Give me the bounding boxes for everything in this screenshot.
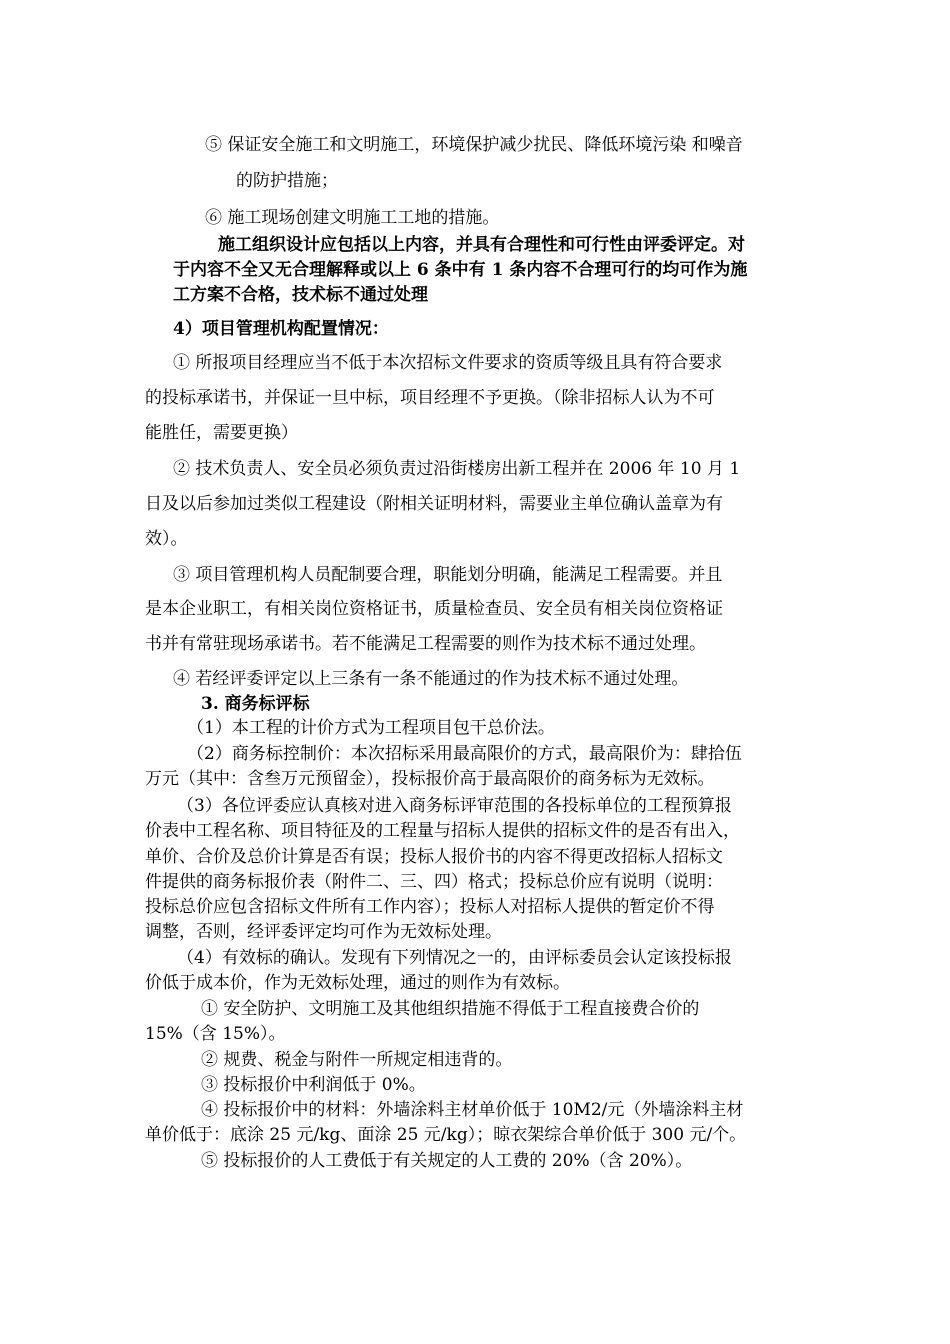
paragraph-line: 投标总价应包含招标文件所有工作内容）；投标人对招标人提供的暂定价不得 <box>145 897 715 917</box>
section-heading-4: 4）项目管理机构配置情况： <box>173 319 389 339</box>
paragraph-line: ③ 项目管理机构人员配制要合理，职能划分明确，能满足工程需要。并且 <box>173 565 723 585</box>
paragraph-line: ① 所报项目经理应当不低于本次招标文件要求的资质等级且具有符合要求 <box>173 353 723 373</box>
bold-paragraph-line-1: 施工组织设计应包括以上内容，并具有合理性和可行性由评委评定。对 <box>218 235 745 255</box>
paragraph-line: 价低于成本价，作为无效标处理，通过的则作为有效标。 <box>145 973 570 993</box>
paragraph-line: ① 安全防护、文明施工及其他组织措施不得低于工程直接费合价的 <box>201 999 700 1019</box>
bold-paragraph-line-3: 工方案不合格，技术标不通过处理 <box>173 285 428 305</box>
paragraph-line: （1）本工程的计价方式为工程项目包干总价法。 <box>187 718 555 738</box>
paragraph-line: 万元（其中：含叁万元预留金），投标报价高于最高限价的商务标为无效标。 <box>145 769 715 789</box>
paragraph-line: 15%（含 15%）。 <box>145 1024 286 1044</box>
paragraph-line: ② 规费、税金与附件一所规定相违背的。 <box>201 1050 513 1070</box>
paragraph-line: 件提供的商务标报价表（附件二、三、四）格式；投标总价应有说明（说明： <box>145 872 723 892</box>
paragraph-line: 能胜任，需要更换） <box>145 423 298 443</box>
paragraph-line: 的投标承诺书，并保证一旦中标，项目经理不予更换。（除非招标人认为不可 <box>145 388 715 408</box>
paragraph-line: （3）各位评委应认真核对进入商务标评审范围的各投标单位的工程预算报 <box>177 796 732 816</box>
paragraph-line: （4）有效标的确认。发现有下列情况之一的，由评标委员会认定该投标报 <box>177 948 732 968</box>
paragraph-line: ④ 若经评委评定以上三条有一条不能通过的作为技术标不通过处理。 <box>173 669 689 689</box>
paragraph-line: 是本企业职工，有相关岗位资格证书，质量检查员、安全员有相关岗位资格证 <box>145 599 723 619</box>
paragraph-line: 效）。 <box>145 529 188 549</box>
paragraph-line: 日及以后参加过类似工程建设（附相关证明材料，需要业主单位确认盖章为有 <box>145 494 723 514</box>
bold-paragraph-line-2: 于内容不全又无合理解释或以上 6 条中有 1 条内容不合理可行的均可作为施 <box>173 260 748 280</box>
list-item-5-cont: 的防护措施； <box>236 171 338 191</box>
paragraph-line: ④ 投标报价中的材料：外墙涂料主材单价低于 10M2/元（外墙涂料主材 <box>201 1100 744 1120</box>
paragraph-line: ⑤ 投标报价的人工费低于有关规定的人工费的 20%（含 20%）。 <box>201 1151 693 1171</box>
paragraph-line: ② 技术负责人、安全员必须负责过沿街楼房出新工程并在 2006 年 10 月 1 <box>173 459 741 479</box>
paragraph-line: 单价低于：底涂 25 元/kg、面涂 25 元/kg）；晾衣架综合单价低于 300 元/个。 <box>145 1125 747 1145</box>
paragraph-line: 价表中工程名称、项目特征及的工程量与招标人提供的招标文件的是否有出入， <box>145 821 740 841</box>
section-heading-3: 3. 商务标评标 <box>201 694 310 714</box>
paragraph-line: ③ 投标报价中利润低于 0%。 <box>201 1075 426 1095</box>
paragraph-line: 单价、合价及总价计算是否有误；投标人报价书的内容不得更改招标人招标文 <box>145 847 723 867</box>
paragraph-line: （2）商务标控制价：本次招标采用最高限价的方式，最高限价为：肆拾伍 <box>187 744 742 764</box>
paragraph-line: 调整，否则，经评委评定均可作为无效标处理。 <box>145 922 502 942</box>
list-item-5: ⑤ 保证安全施工和文明施工，环境保护减少扰民、降低环境污染 和噪音 <box>205 135 743 155</box>
list-item-6: ⑥ 施工现场创建文明施工工地的措施。 <box>205 208 500 228</box>
paragraph-line: 书并有常驻现场承诺书。若不能满足工程需要的则作为技术标不通过处理。 <box>145 634 706 654</box>
